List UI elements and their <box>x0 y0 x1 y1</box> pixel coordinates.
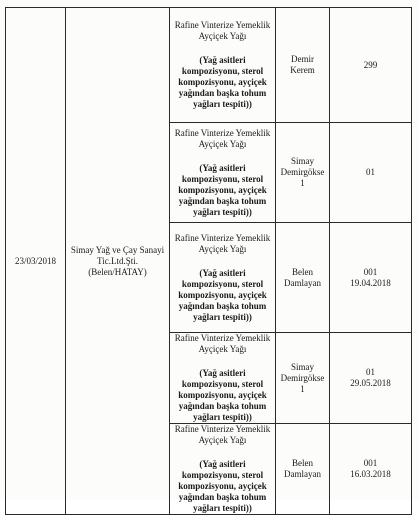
product-cell <box>170 123 276 223</box>
person-name: Belen Damlayan <box>284 266 321 288</box>
person-name: Belen Damlayan <box>284 458 321 479</box>
record-code: 01 <box>366 167 375 177</box>
record-code: 299 <box>363 59 378 70</box>
person-cell <box>276 333 330 424</box>
analysis-scope: (Yağ asitleri kompozisyonu, sterol kompozisyonu, ayçiçek yağından başka tohum yağları tespiti)) <box>178 459 267 513</box>
product-cell <box>170 223 276 333</box>
code-cell <box>330 123 412 223</box>
code-cell <box>330 223 412 333</box>
product-name: Rafine Vinterize Yemeklik Ayçiçek Yağı <box>174 127 271 149</box>
analysis-scope: (Yağ asitleri kompozisyonu, sterol kompozisyonu, ayçiçek yağından başka tohum yağları tespiti)) <box>178 162 267 217</box>
analysis-scope: (Yağ asitleri kompozisyonu, sterol kompozisyonu, ayçiçek yağından başka tohum yağları tespiti)) <box>178 267 267 322</box>
person-cell <box>276 123 330 223</box>
code-cell <box>330 424 412 515</box>
company-cell <box>66 8 170 515</box>
product-name: Rafine Vinterize Yemeklik Ayçiçek Yağı <box>174 232 271 254</box>
person-name: Simay Demirgökse 1 <box>280 156 325 188</box>
application-date-cell <box>6 8 66 515</box>
product-name: Rafine Vinterize Yemeklik Ayçiçek Yağı <box>174 424 271 445</box>
analysis-scope: (Yağ asitleri kompozisyonu, sterol kompozisyonu, ayçiçek yağından başka tohum yağları tespiti)) <box>178 368 267 422</box>
code-cell <box>330 8 412 123</box>
record-code: 001 <box>363 458 378 468</box>
table-row <box>6 8 412 123</box>
record-date: 16.03.2018 <box>350 469 391 479</box>
record-code: 001 <box>363 266 378 277</box>
record-code: 01 <box>366 367 375 377</box>
person-name: Simay Demirgökse 1 <box>280 361 325 394</box>
product-cell <box>170 333 276 424</box>
person-cell <box>276 8 330 123</box>
analysis-scope: (Yağ asitleri kompozisyonu, sterol kompozisyonu, ayçiçek yağından başka tohum yağları tespiti)) <box>178 55 267 109</box>
product-cell <box>170 424 276 515</box>
inspection-record-table <box>5 7 412 515</box>
person-name: Demir Kerem <box>290 54 315 75</box>
record-date: 19.04.2018 <box>350 277 391 288</box>
code-cell <box>330 333 412 424</box>
company-name: Simay Yağ ve Çay Sanayi Tic.Ltd.Şti.(Belen/HATAY) <box>70 244 165 277</box>
product-cell <box>170 8 276 123</box>
product-name: Rafine Vinterize Yemeklik Ayçiçek Yağı <box>174 333 271 354</box>
product-name: Rafine Vinterize Yemeklik Ayçiçek Yağı <box>174 20 271 41</box>
record-date: 29.05.2018 <box>350 378 391 388</box>
person-cell <box>276 424 330 515</box>
person-cell <box>276 223 330 333</box>
application-date: 23/03/2018 <box>14 255 56 266</box>
